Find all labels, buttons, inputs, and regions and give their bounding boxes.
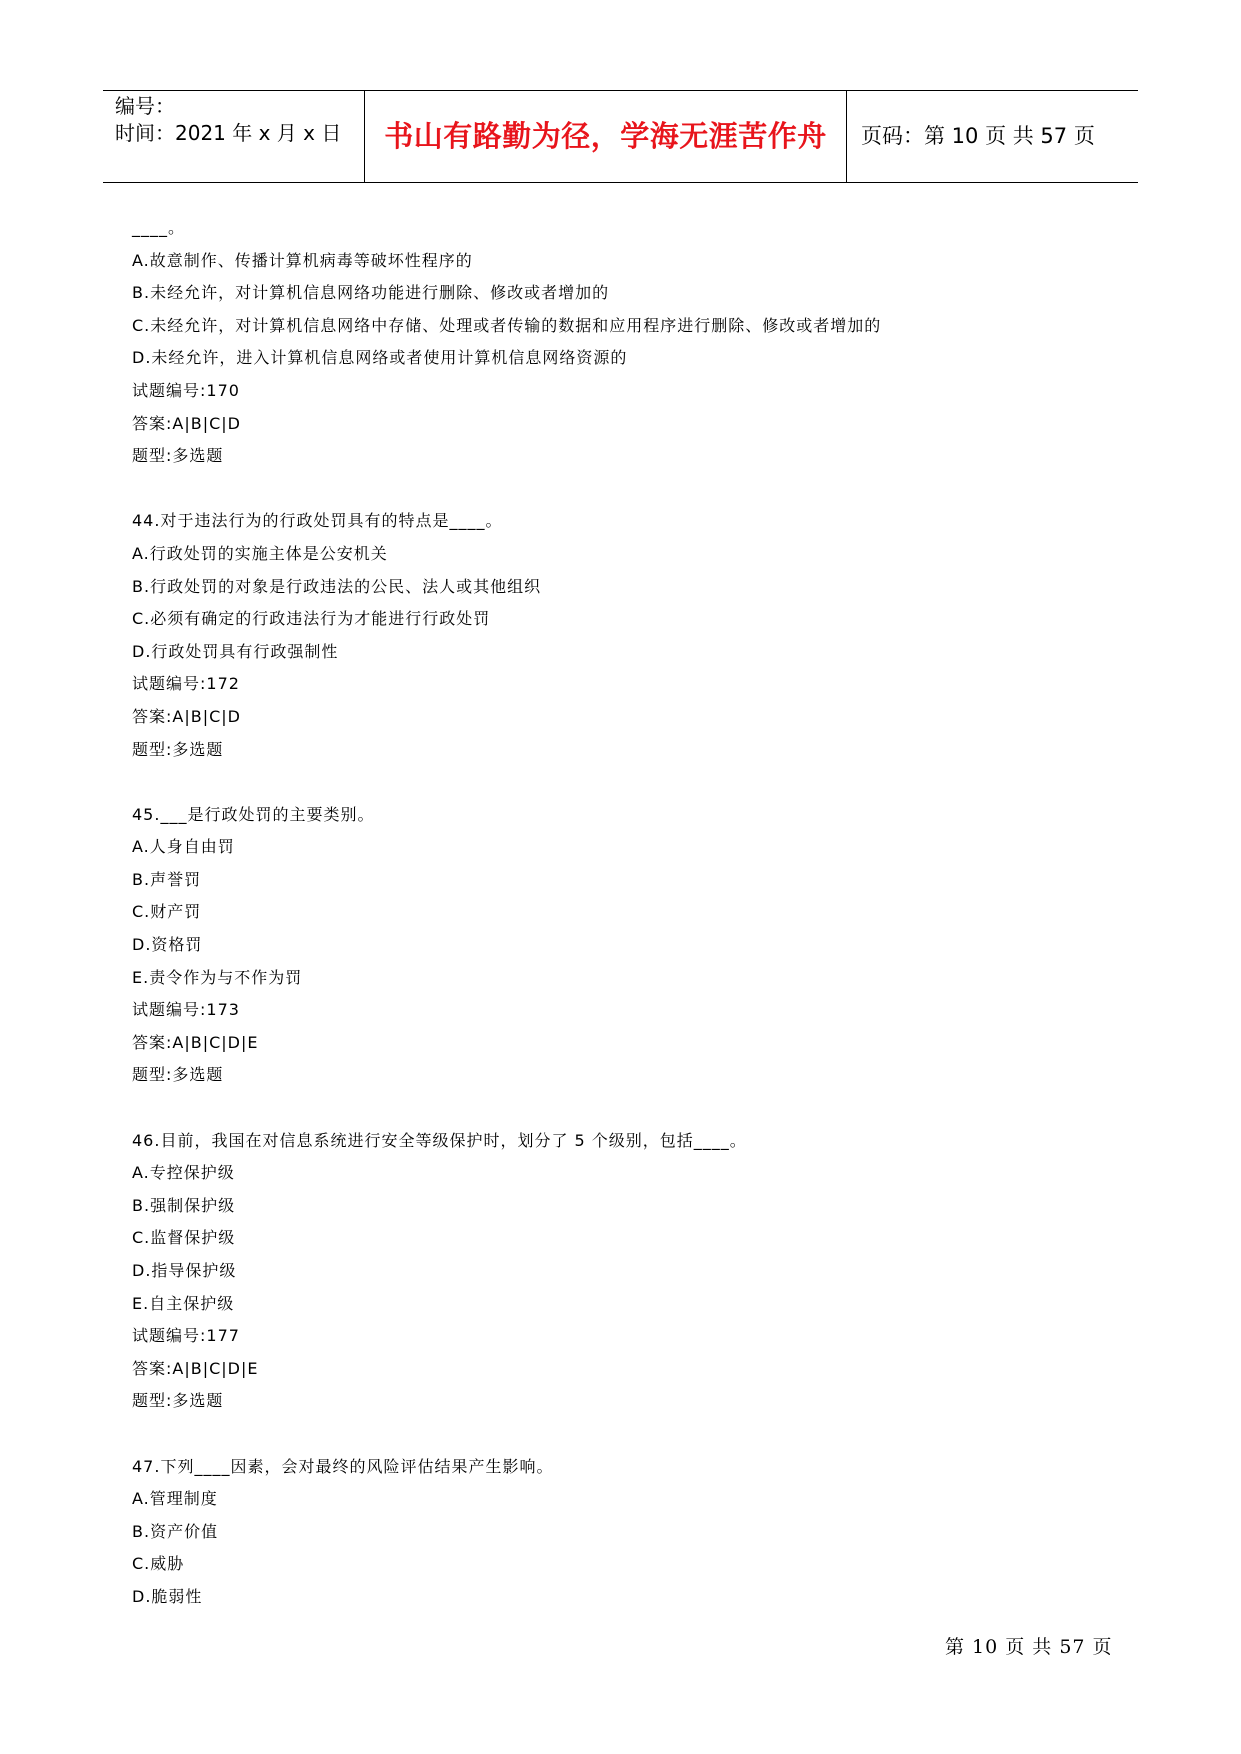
header-right-cell: [847, 91, 1138, 182]
question-line: C.必须有确定的行政违法行为才能进行行政处罚: [132, 609, 491, 629]
question-line: 答案:A|B|C|D: [132, 706, 241, 726]
header-left-cell: [103, 91, 365, 182]
question-line: C.监督保护级: [132, 1228, 236, 1248]
question-line: B.行政处罚的对象是行政违法的公民、法人或其他组织: [132, 576, 542, 596]
question-line: D.指导保护级: [132, 1261, 237, 1280]
document-number-label: 编号：: [115, 94, 175, 118]
question-line: A.行政处罚的实施主体是公安机关: [132, 543, 388, 563]
question-line: C.威胁: [132, 1554, 185, 1574]
question-line: D.未经允许，进入计算机信息网络或者使用计算机信息网络资源的: [132, 348, 628, 368]
question-line: 试题编号:173: [132, 1000, 240, 1020]
question-line: 答案:A|B|C|D: [132, 413, 241, 433]
question-line: A.人身自由罚: [132, 837, 235, 857]
question-line: 答案:A|B|C|D|E: [132, 1358, 259, 1378]
blank-line: [132, 766, 1132, 799]
question-line: 试题编号:170: [132, 380, 240, 400]
document-time-label: 时间：2021 年 x 月 x 日: [115, 121, 342, 145]
question-line: 试题编号:172: [132, 674, 240, 694]
question-line: D.行政处罚具有行政强制性: [132, 641, 339, 661]
question-line: A.管理制度: [132, 1489, 218, 1509]
question-line: A.专控保护级: [132, 1163, 235, 1183]
question-line: 45.___是行政处罚的主要类别。: [132, 804, 375, 824]
question-list: [132, 212, 1132, 1614]
question-line: E.自主保护级: [132, 1293, 235, 1313]
question-line: 题型:多选题: [132, 739, 224, 759]
question-line: 题型:多选题: [132, 1065, 224, 1085]
question-line: 47.下列____因素，会对最终的风险评估结果产生影响。: [132, 1456, 554, 1476]
question-line: A.故意制作、传播计算机病毒等破坏性程序的: [132, 250, 473, 270]
question-line: C.未经允许，对计算机信息网络中存储、处理或者传输的数据和应用程序进行删除、修改或者增加的: [132, 315, 882, 335]
blank-line: [132, 473, 1132, 506]
question-line: C.财产罚: [132, 902, 202, 922]
question-line: ____。: [132, 218, 186, 237]
question-line: D.资格罚: [132, 935, 203, 955]
question-line: B.未经允许，对计算机信息网络功能进行删除、修改或者增加的: [132, 283, 610, 303]
question-line: 44.对于违法行为的行政处罚具有的特点是____。: [132, 511, 503, 531]
header-middle-cell: [365, 91, 847, 182]
question-line: 题型:多选题: [132, 446, 224, 466]
question-line: D.脆弱性: [132, 1586, 203, 1606]
question-line: E.责令作为与不作为罚: [132, 967, 303, 987]
page-footer: 第 10 页 共 57 页: [945, 1636, 1113, 1658]
page-header: [103, 90, 1138, 183]
header-page-code: 页码：第 10 页 共 57 页: [861, 124, 1095, 148]
blank-line: [132, 1418, 1132, 1451]
question-line: 46.目前，我国在对信息系统进行安全等级保护时，划分了 5 个级别，包括____。: [132, 1130, 747, 1150]
question-line: 答案:A|B|C|D|E: [132, 1032, 259, 1052]
blank-line: [132, 1092, 1132, 1125]
question-line: 题型:多选题: [132, 1391, 224, 1411]
question-line: B.强制保护级: [132, 1195, 236, 1215]
question-line: B.资产价值: [132, 1521, 219, 1541]
question-line: 试题编号:177: [132, 1326, 240, 1346]
header-motto: 书山有路勤为径，学海无涯苦作舟: [384, 119, 827, 153]
question-line: B.声誉罚: [132, 869, 202, 889]
